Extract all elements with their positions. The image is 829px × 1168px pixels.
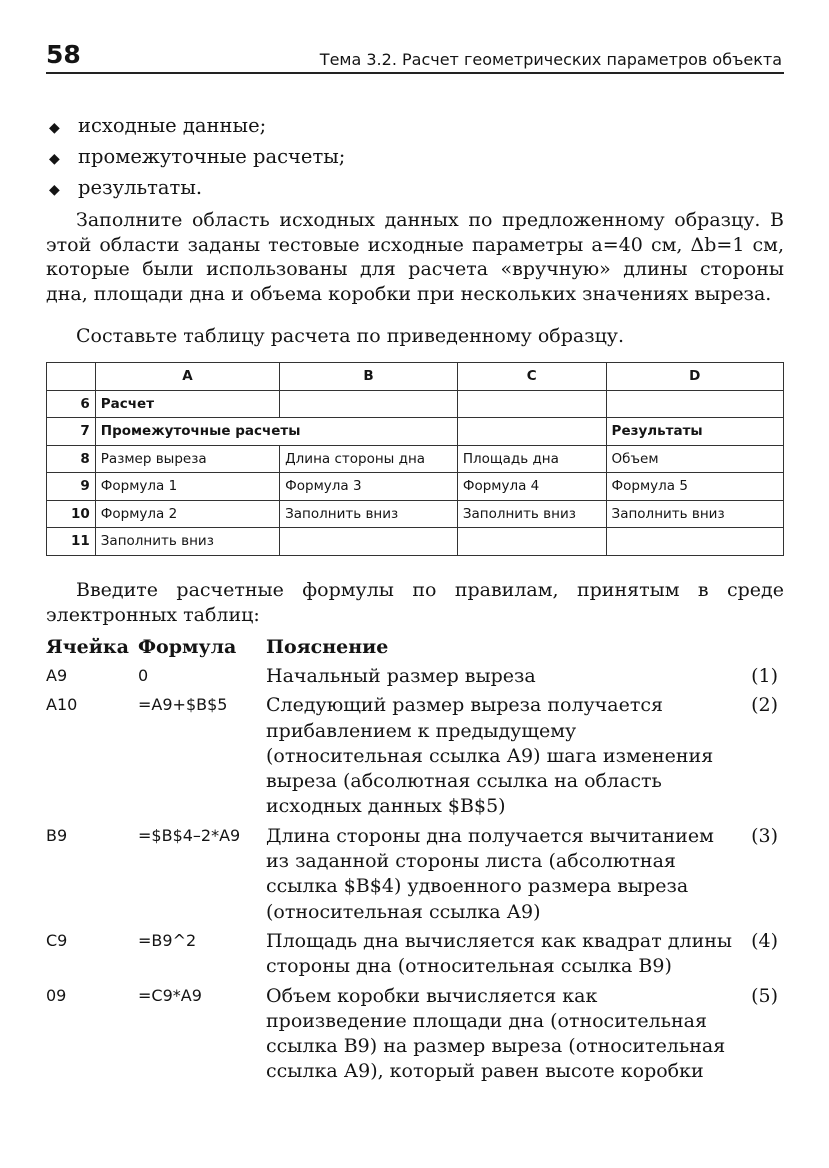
cell bbox=[280, 528, 458, 556]
cell bbox=[606, 528, 783, 556]
cell: Заполнить вниз bbox=[606, 500, 783, 528]
formula-expression: =A9+$B$5 bbox=[138, 695, 228, 715]
formula-explanation: Длина стороны дна получается вычитанием из заданной стороны листа (абсолютная ссылка $B$4) удвоенного размера выреза (относительная ссылка А9) bbox=[266, 824, 714, 923]
formula-cell-ref: 09 bbox=[46, 985, 67, 1005]
formula-explanation: Площадь дна вычисляется как квадрат длины стороны дна (относительная ссылка В9) bbox=[266, 929, 733, 978]
row-number: 8 bbox=[47, 445, 96, 473]
formula-row bbox=[46, 984, 786, 1085]
column-header: B bbox=[280, 363, 458, 391]
paragraph-compose-table: Составьте таблицу расчета по приведенному образцу. bbox=[76, 325, 625, 347]
table-row bbox=[47, 363, 784, 391]
cell: Формула 5 bbox=[606, 473, 783, 501]
formula-number: (4) bbox=[751, 929, 778, 952]
cell: Объем bbox=[606, 445, 783, 473]
page-header bbox=[46, 38, 784, 74]
page-number: 58 bbox=[46, 40, 81, 69]
formula-row bbox=[46, 824, 786, 925]
formula-expression: =B9^2 bbox=[138, 930, 197, 950]
diamond-bullet-icon: ◆ bbox=[49, 151, 60, 167]
cell: Формула 2 bbox=[95, 500, 279, 528]
table-row bbox=[47, 500, 784, 528]
cell: Формула 3 bbox=[280, 473, 458, 501]
formula-explanation: Объем коробки вычисляется как произведение площади дна (относительная ссылка В9) на размер выреза (относительная ссылка А9), который равен высоте коробки bbox=[266, 984, 726, 1083]
row-number: 9 bbox=[47, 473, 96, 501]
paragraph-enter-formulas: Введите расчетные формулы по правилам, принятым в среде электронных таблиц: bbox=[46, 579, 784, 626]
cell bbox=[606, 390, 783, 418]
running-title: Тема 3.2. Расчет геометрических параметров объекта bbox=[319, 50, 782, 69]
table-row bbox=[47, 473, 784, 501]
formula-cell-ref: B9 bbox=[46, 825, 68, 845]
cell bbox=[280, 390, 458, 418]
cell: Длина стороны дна bbox=[280, 445, 458, 473]
spreadsheet-sample bbox=[46, 362, 784, 556]
formula-row bbox=[46, 664, 786, 689]
diamond-bullet-icon: ◆ bbox=[49, 120, 60, 136]
cell: Промежуточные расчеты bbox=[95, 418, 457, 446]
diamond-bullet-icon: ◆ bbox=[49, 182, 60, 198]
formula-number: (1) bbox=[751, 665, 778, 687]
formula-number: (3) bbox=[751, 824, 778, 847]
corner-cell bbox=[47, 363, 96, 391]
formula-number: (5) bbox=[751, 984, 778, 1007]
table-row bbox=[47, 390, 784, 418]
header-formula: Формула bbox=[138, 636, 237, 658]
formula-cell-ref: A10 bbox=[46, 695, 78, 715]
cell bbox=[457, 418, 606, 446]
row-number: 7 bbox=[47, 418, 96, 446]
formula-expression: 0 bbox=[138, 666, 149, 685]
list-item: ◆ промежуточные расчеты; bbox=[46, 143, 786, 174]
cell: Размер выреза bbox=[95, 445, 279, 473]
formula-table-header bbox=[46, 636, 786, 664]
formula-cell-ref: A9 bbox=[46, 666, 68, 685]
paragraph-initial-data: Заполните область исходных данных по предложенному образцу. В этой области заданы тестовые исходные параметры a=40 см, Δb=1 см, которые были использованы для расчета «вручную» длины стороны дна, площади дна и объема коробки при нескольких значениях выреза. bbox=[46, 209, 784, 305]
formula-explanation: Следующий размер выреза получается прибавлением к предыдущему (относительная ссылка А9) шага изменения выреза (абсолютная ссылка на область исходных данных $B$5) bbox=[266, 694, 714, 818]
header-cell: Ячейка bbox=[46, 636, 129, 658]
formula-explanation: Начальный размер выреза bbox=[266, 665, 536, 687]
bullet-list bbox=[46, 112, 786, 205]
table-row bbox=[47, 528, 784, 556]
formula-expression: =$B$4–2*A9 bbox=[138, 825, 241, 845]
cell: Результаты bbox=[606, 418, 783, 446]
row-number: 11 bbox=[47, 528, 96, 556]
formula-row bbox=[46, 693, 786, 819]
table-row bbox=[47, 445, 784, 473]
cell: Площадь дна bbox=[457, 445, 606, 473]
cell: Заполнить вниз bbox=[280, 500, 458, 528]
cell: Расчет bbox=[95, 390, 279, 418]
cell: Заполнить вниз bbox=[457, 500, 606, 528]
column-header: D bbox=[606, 363, 783, 391]
cell: Формула 1 bbox=[95, 473, 279, 501]
cell: Заполнить вниз bbox=[95, 528, 279, 556]
cell: Формула 4 bbox=[457, 473, 606, 501]
cell bbox=[457, 390, 606, 418]
column-header: C bbox=[457, 363, 606, 391]
formula-cell-ref: C9 bbox=[46, 930, 68, 950]
row-number: 10 bbox=[47, 500, 96, 528]
column-header: A bbox=[95, 363, 279, 391]
formula-table bbox=[46, 636, 786, 1089]
formula-expression: =C9*A9 bbox=[138, 985, 202, 1005]
formula-number: (2) bbox=[751, 694, 778, 717]
cell bbox=[457, 528, 606, 556]
header-explanation: Пояснение bbox=[266, 636, 389, 658]
table-row bbox=[47, 418, 784, 446]
row-number: 6 bbox=[47, 390, 96, 418]
formula-row bbox=[46, 929, 786, 980]
list-item: ◆ результаты. bbox=[46, 174, 786, 205]
list-item: ◆ исходные данные; bbox=[46, 112, 786, 143]
